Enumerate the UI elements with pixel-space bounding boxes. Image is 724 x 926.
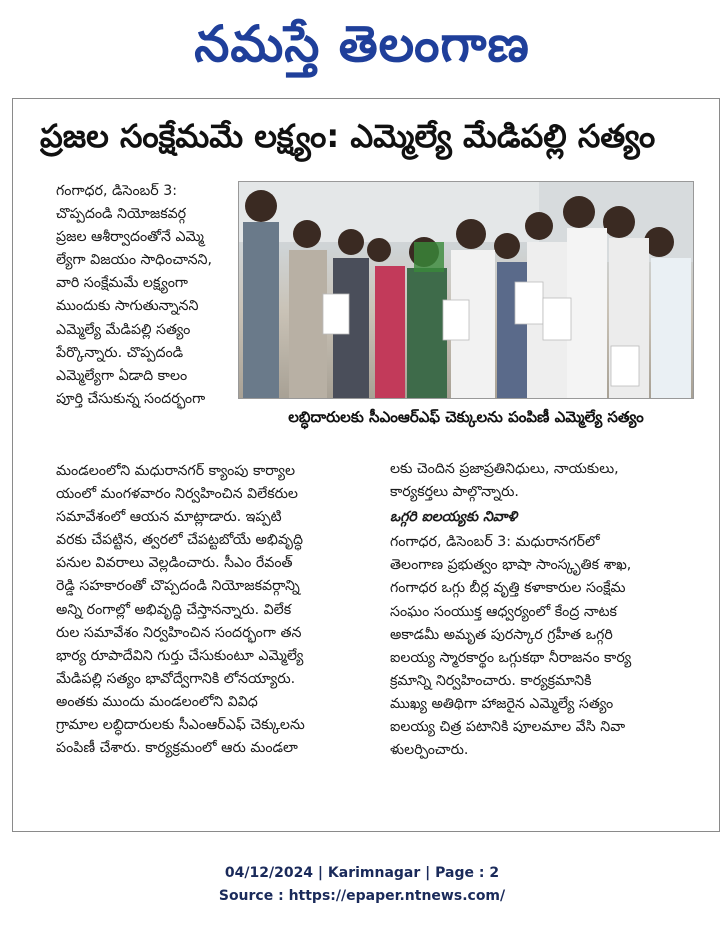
article-line: పూర్తి చేసుకున్న సందర్భంగా bbox=[56, 390, 206, 407]
footer-edition-info: 04/12/2024 | Karimnagar | Page : 2 bbox=[224, 865, 500, 881]
article-line: తెలంగాణ ప్రభుత్వం భాషా సాంస్కృతిక శాఖ, bbox=[390, 557, 632, 574]
article-line: గ్రామాల లబ్ధిదారులకు సీఎంఆర్ఎఫ్ చెక్కులను bbox=[56, 717, 305, 734]
article-line: అంతకు ముందు మండలంలోని వివిధ bbox=[56, 693, 258, 710]
article-line: క్రమాన్ని నిర్వహించారు. కార్యక్రమానికి bbox=[390, 672, 592, 689]
article-line: గంగాధర, డిసెంబర్ 3: మధురానగర్‌లో bbox=[390, 534, 600, 551]
article-line: ఐలయ్య స్మారకార్థం ఒగ్గుకథా నీరాజనం కార్య bbox=[390, 649, 632, 666]
article-line: పనుల వివరాలు వెల్లడించారు. సీఎం రేవంత్ bbox=[56, 555, 293, 572]
article-subheading: ఒగ్గరి ఐలయ్యకు నివాళి bbox=[390, 509, 518, 526]
article-line: అన్ని రంగాల్లో అభివృద్ధి చేస్తానన్నారు. విలేక bbox=[56, 601, 292, 618]
article-line: రుల సమావేశం నిర్వహించిన సందర్భంగా తన bbox=[56, 624, 302, 641]
article-headline: ప్రజల సంక్షేమమే లక్ష్యం: ఎమ్మెల్యే మేడిపల్లి సత్యం bbox=[40, 117, 656, 155]
article-line: ఐలయ్య చిత్ర పటానికి పూలమాల వేసి నివా bbox=[390, 719, 626, 736]
article-line: ప్రజల ఆశీర్వాదంతోనే ఎమ్మె bbox=[56, 229, 204, 246]
article-line: అకాడమీ అమృత పురస్కార గ్రహీత ఒగ్గరి bbox=[390, 626, 613, 643]
footer-source-link[interactable]: Source : https://epaper.ntnews.com/ bbox=[218, 888, 506, 904]
article-line: సంఘం సంయుక్త ఆధ్వర్యంలో కేంద్ర నాటక bbox=[390, 603, 617, 620]
article-line: గంగాధర, డిసెంబర్ 3: bbox=[56, 183, 178, 199]
article-line: ముఖ్య అతిథిగా హాజరైన ఎమ్మెల్యే సత్యం bbox=[390, 695, 614, 712]
article-line: ల్యేగా విజయం సాధించానని, bbox=[56, 252, 213, 269]
article-line: చొప్పదండి నియోజకవర్గ bbox=[56, 206, 187, 223]
article-line: లకు చెందిన ప్రజాప్రతినిధులు, నాయకులు, bbox=[390, 461, 619, 477]
newspaper-masthead: నమస్తే తెలంగాణ bbox=[194, 15, 530, 73]
article-line: వరకు చేపట్టిన, త్వరలో చేపట్టబోయే అభివృద్ధి bbox=[56, 532, 303, 549]
article-line: యంలో మంగళవారం నిర్వహించిన విలేకరుల bbox=[56, 486, 298, 503]
article-line: భార్య రూపాదేవిని గుర్తు చేసుకుంటూ ఎమ్మెల్యే bbox=[56, 647, 304, 664]
article-column-a-bottom bbox=[56, 460, 394, 820]
article-line: గంగాధర ఒగ్గు బీర్ల వృత్తి కళాకారుల సంక్షేమ bbox=[390, 580, 626, 597]
article-line: మండలంలోని మధురానగర్ క్యాంపు కార్యాల bbox=[56, 463, 296, 479]
article-line: ళులర్పించారు. bbox=[390, 742, 469, 759]
article-line: ఎమ్మెల్యేగా ఏడాది కాలం bbox=[56, 367, 188, 384]
article-line: రెడ్డి సహకారంతో చొప్పదండి నియోజకవర్గాన్ని bbox=[56, 578, 300, 595]
article-line: పేర్కొన్నారు. చొప్పదండి bbox=[56, 344, 184, 361]
article-line: మేడిపల్లి సత్యం భావోద్వేగానికి లోనయ్యారు. bbox=[56, 670, 296, 687]
article-line: కార్యకర్తలు పాల్గొన్నారు. bbox=[390, 484, 519, 501]
photo-caption: లబ్ధిదారులకు సీఎంఆర్ఎఫ్ చెక్కులను పంపిణీ ఎమ్మెల్యే సత్యం bbox=[288, 408, 644, 426]
article-column-a-top bbox=[56, 180, 234, 460]
article-line: వారి సంక్షేమమే లక్ష్యంగా bbox=[56, 275, 188, 292]
article-line: ముందుకు సాగుతున్నానని bbox=[56, 298, 199, 315]
article-line: పంపిణీ చేశారు. కార్యక్రమంలో ఆరు మండలా bbox=[56, 740, 298, 757]
article-column-b bbox=[390, 458, 692, 818]
article-line: సమావేశంలో ఆయన మాట్లాడారు. ఇప్పటి bbox=[56, 509, 282, 526]
article-photo bbox=[238, 181, 694, 399]
article-line: ఎమ్మెల్యే మేడిపల్లి సత్యం bbox=[56, 321, 191, 338]
